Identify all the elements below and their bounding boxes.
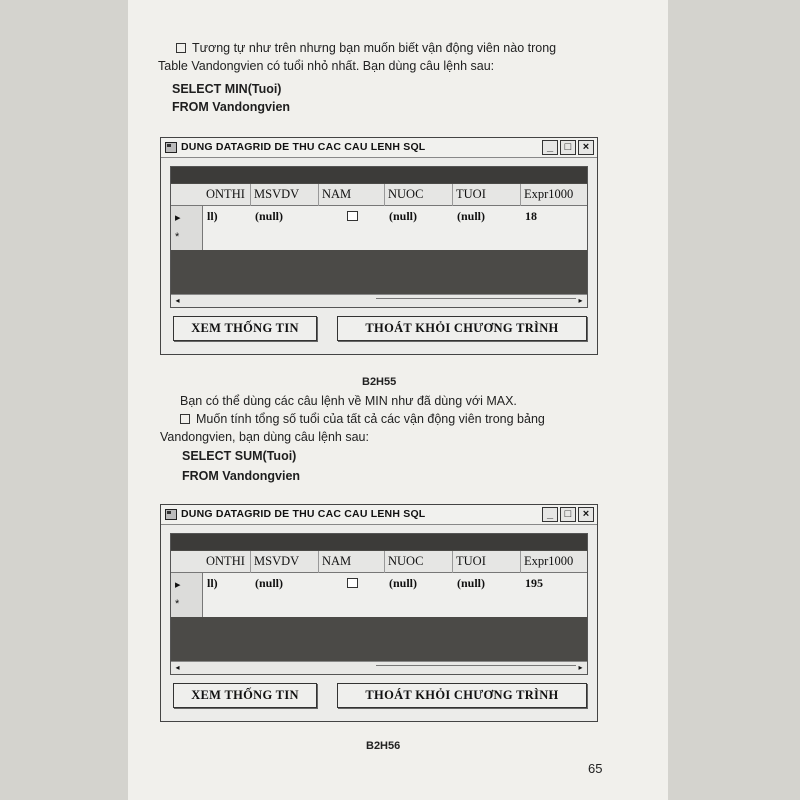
view-info-button[interactable]: XEM THỐNG TIN [173, 683, 317, 708]
datagrid[interactable] [170, 533, 588, 675]
col-header-msvdv[interactable]: MSVDV [251, 551, 319, 573]
middle-line-2: Muốn tính tổng số tuổi của tất cả các vận động viên trong bảng [196, 412, 545, 426]
datagrid-window-2 [160, 504, 598, 722]
new-row-star-icon: * [175, 231, 180, 243]
minimize-button[interactable]: _ [542, 140, 558, 155]
table-row[interactable] [203, 206, 587, 228]
cell-onthi[interactable]: ll) [207, 209, 218, 223]
col-header-nuoc[interactable]: NUOC [385, 551, 453, 573]
cell-msvdv[interactable]: (null) [255, 576, 284, 590]
cell-nuoc[interactable]: (null) [389, 576, 418, 590]
figure-caption-2: B2H56 [366, 740, 401, 752]
close-button[interactable]: × [578, 507, 594, 522]
col-header-nuoc[interactable]: NUOC [385, 184, 453, 206]
bullet-box-icon [180, 414, 190, 424]
scroll-thumb[interactable] [376, 298, 576, 304]
cell-tuoi[interactable]: (null) [457, 209, 486, 223]
sql-line-select-sum: SELECT SUM(Tuoi) [182, 449, 297, 463]
sql-line-select-min: SELECT MIN(Tuoi) [172, 82, 282, 96]
middle-paragraph [160, 392, 598, 446]
col-header-tuoi[interactable]: TUOI [453, 551, 521, 573]
sql-line-from-2: FROM Vandongvien [182, 469, 301, 483]
title-bar [161, 138, 597, 158]
cell-expr1000[interactable]: 18 [525, 209, 537, 223]
figure-caption-1: B2H55 [362, 376, 397, 388]
table-row[interactable] [203, 573, 587, 595]
col-header-tuoi[interactable]: TUOI [453, 184, 521, 206]
cell-msvdv[interactable]: (null) [255, 209, 284, 223]
scroll-left-icon[interactable]: ◂ [175, 296, 180, 305]
datagrid-window-1 [160, 137, 598, 355]
col-header-onthi[interactable]: ONTHI [203, 551, 251, 573]
maximize-button[interactable]: □ [560, 140, 576, 155]
view-info-button[interactable]: XEM THỐNG TIN [173, 316, 317, 341]
scroll-right-icon[interactable]: ▸ [578, 663, 583, 672]
title-bar [161, 505, 597, 525]
current-row-arrow-icon: ▸ [175, 579, 181, 591]
exit-program-button[interactable]: THOÁT KHỎI CHƯƠNG TRÌNH [337, 683, 587, 708]
horizontal-scrollbar[interactable] [171, 661, 587, 674]
col-header-msvdv[interactable]: MSVDV [251, 184, 319, 206]
new-row[interactable] [203, 595, 587, 617]
intro-line-2: Table Vandongvien có tuổi nhỏ nhất. Bạn dùng câu lệnh sau: [158, 59, 495, 73]
window-title: DUNG DATAGRID DE THU CAC CAU LENH SQL [181, 141, 426, 153]
close-button[interactable]: × [578, 140, 594, 155]
cell-nam-checkbox[interactable] [347, 211, 358, 221]
col-header-nam[interactable]: NAM [319, 551, 385, 573]
col-header-expr1000[interactable]: Expr1000 [524, 187, 574, 201]
cell-nam-checkbox[interactable] [347, 578, 358, 588]
app-window-icon [165, 142, 177, 153]
col-header-nam[interactable]: NAM [319, 184, 385, 206]
datagrid[interactable] [170, 166, 588, 308]
maximize-button[interactable]: □ [560, 507, 576, 522]
window-title: DUNG DATAGRID DE THU CAC CAU LENH SQL [181, 508, 426, 520]
intro-paragraph [160, 39, 598, 75]
col-header-onthi[interactable]: ONTHI [203, 184, 251, 206]
sql-line-from-1: FROM Vandongvien [172, 100, 291, 114]
scroll-right-icon[interactable]: ▸ [578, 296, 583, 305]
page-number: 65 [588, 761, 603, 776]
exit-program-button[interactable]: THOÁT KHỎI CHƯƠNG TRÌNH [337, 316, 587, 341]
cell-nuoc[interactable]: (null) [389, 209, 418, 223]
bullet-box-icon [176, 43, 186, 53]
grid-caption-bar [171, 167, 587, 183]
horizontal-scrollbar[interactable] [171, 294, 587, 307]
new-row[interactable] [203, 228, 587, 250]
new-row-star-icon: * [175, 598, 180, 610]
column-header-row [171, 184, 587, 206]
scroll-thumb[interactable] [376, 665, 576, 671]
cell-expr1000[interactable]: 195 [525, 576, 543, 590]
minimize-button[interactable]: _ [542, 507, 558, 522]
app-window-icon [165, 509, 177, 520]
grid-caption-bar [171, 534, 587, 550]
scroll-left-icon[interactable]: ◂ [175, 663, 180, 672]
column-header-row [171, 551, 587, 573]
cell-tuoi[interactable]: (null) [457, 576, 486, 590]
col-header-expr1000[interactable]: Expr1000 [524, 554, 574, 568]
current-row-arrow-icon: ▸ [175, 212, 181, 224]
cell-onthi[interactable]: ll) [207, 576, 218, 590]
middle-line-3: Vandongvien, bạn dùng câu lệnh sau: [160, 430, 369, 444]
middle-line-1: Bạn có thể dùng các câu lệnh về MIN như đã dùng với MAX. [180, 394, 517, 408]
intro-line-1: Tương tự như trên nhưng bạn muốn biết vận động viên nào trong [192, 41, 557, 55]
